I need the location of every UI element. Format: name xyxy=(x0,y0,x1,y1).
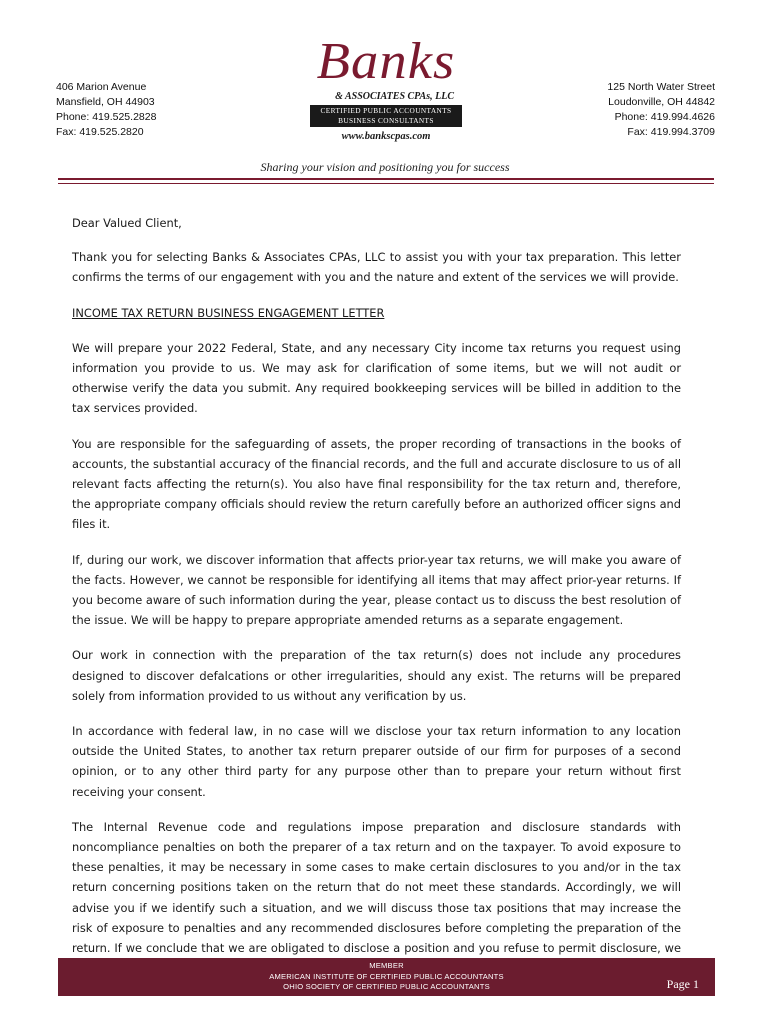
footer-band xyxy=(58,958,715,996)
right-address-street: 125 North Water Street xyxy=(607,81,715,93)
right-office-address xyxy=(607,80,715,140)
right-address-fax: Fax: 419.994.3709 xyxy=(627,126,715,138)
footer-aicpa: AMERICAN INSTITUTE OF CERTIFIED PUBLIC ACCOUNTANTS xyxy=(269,971,504,981)
page-number: Page 1 xyxy=(666,977,699,991)
paragraph-penalties: The Internal Revenue code and regulations impose preparation and disclosure standards with noncompliance penalties on both the preparer of a tax return and on the taxpayer. To avoid exposure to these penalties, it may be necessary in some cases to make certain disclosures to you and/or in the tax return concerning positions taken on the return that do not meet these standards. Accordingly, we will advise you if we identify such a situation, and we will discuss those tax positions that may increase the risk of exposure to penalties and any recommended disclosures before completing the preparation of the return. If we conclude that we are obligated to disclose a position and you refuse to permit disclosure, we xyxy=(72,819,681,956)
footer-oscpa: OHIO SOCIETY OF CERTIFIED PUBLIC ACCOUNTANTS xyxy=(283,982,490,991)
paragraph-responsibility: You are responsible for the safeguarding of assets, the proper recording of transactions in the books of accounts, the substantial accuracy of the financial records, and the full and accurate disclosure to us of all relevant facts affecting the return(s). You also have final responsibility for the tax return and, therefore, the appropriate company officials should review the return carefully before an authorized officer signs and files it. xyxy=(72,436,681,532)
left-address-street: 406 Marion Avenue xyxy=(56,81,147,93)
tagline: Sharing your vision and positioning you for success xyxy=(260,160,510,174)
logo-name: Banks xyxy=(316,33,456,90)
left-office-address xyxy=(56,80,156,140)
logo-url: www.bankscpas.com xyxy=(341,131,431,142)
intro-paragraph: Thank you for selecting Banks & Associates CPAs, LLC to assist you with your tax preparation. This letter confirms the terms of our engagement with you and the nature and extent of the services we will provide. xyxy=(72,250,681,285)
header-divider-thin xyxy=(58,183,714,184)
section-heading: INCOME TAX RETURN BUSINESS ENGAGEMENT LETTER xyxy=(72,305,385,320)
right-address-phone: Phone: 419.994.4626 xyxy=(614,111,715,123)
footer-member: MEMBER xyxy=(369,961,404,970)
paragraph-irregularities: Our work in connection with the preparation of the tax return(s) does not include any procedures designed to discover defalcations or other irregularities, should any exist. The returns will be prepared solely from information provided to us without any verification by us. xyxy=(72,648,681,703)
header-divider xyxy=(58,178,714,180)
logo-box-line-2: BUSINESS CONSULTANTS xyxy=(338,115,434,125)
logo-credential-box xyxy=(310,105,462,127)
firm-logo xyxy=(300,34,472,152)
right-address-city: Loudonville, OH 44842 xyxy=(608,96,715,108)
logo-box-line-1: CERTIFIED PUBLIC ACCOUNTANTS xyxy=(320,106,452,115)
left-address-fax: Fax: 419.525.2820 xyxy=(56,126,144,138)
left-address-city: Mansfield, OH 44903 xyxy=(56,96,155,108)
left-address-phone: Phone: 419.525.2828 xyxy=(56,111,157,123)
paragraph-prior-year: If, during our work, we discover information that affects prior-year tax returns, we will make you aware of the facts. However, we cannot be responsible for identifying all items that may affect prior-year returns. If you become aware of such information during the year, please contact us to discuss the best resolution of the issue. We will be happy to prepare appropriate amended returns as a separate engagement. xyxy=(72,552,681,628)
membership-text xyxy=(58,961,715,993)
letter-body xyxy=(72,213,681,994)
paragraph-scope: We will prepare your 2022 Federal, State, and any necessary City income tax returns you request using information you provide to us. We may ask for clarification of some items, but we will not audit or otherwise verify the data you submit. Any required bookkeeping services will be billed in addition to the tax services provided. xyxy=(72,340,681,416)
paragraph-disclosure: In accordance with federal law, in no case will we disclose your tax return information to any location outside the United States, to another tax return preparer outside of our firm for purposes of a second opinion, or to any other third party for any purpose other than to prepare your return without first receiving your consent. xyxy=(72,724,681,799)
greeting: Dear Valued Client, xyxy=(72,216,182,230)
logo-subtitle: & ASSOCIATES CPAs, LLC xyxy=(335,91,454,102)
